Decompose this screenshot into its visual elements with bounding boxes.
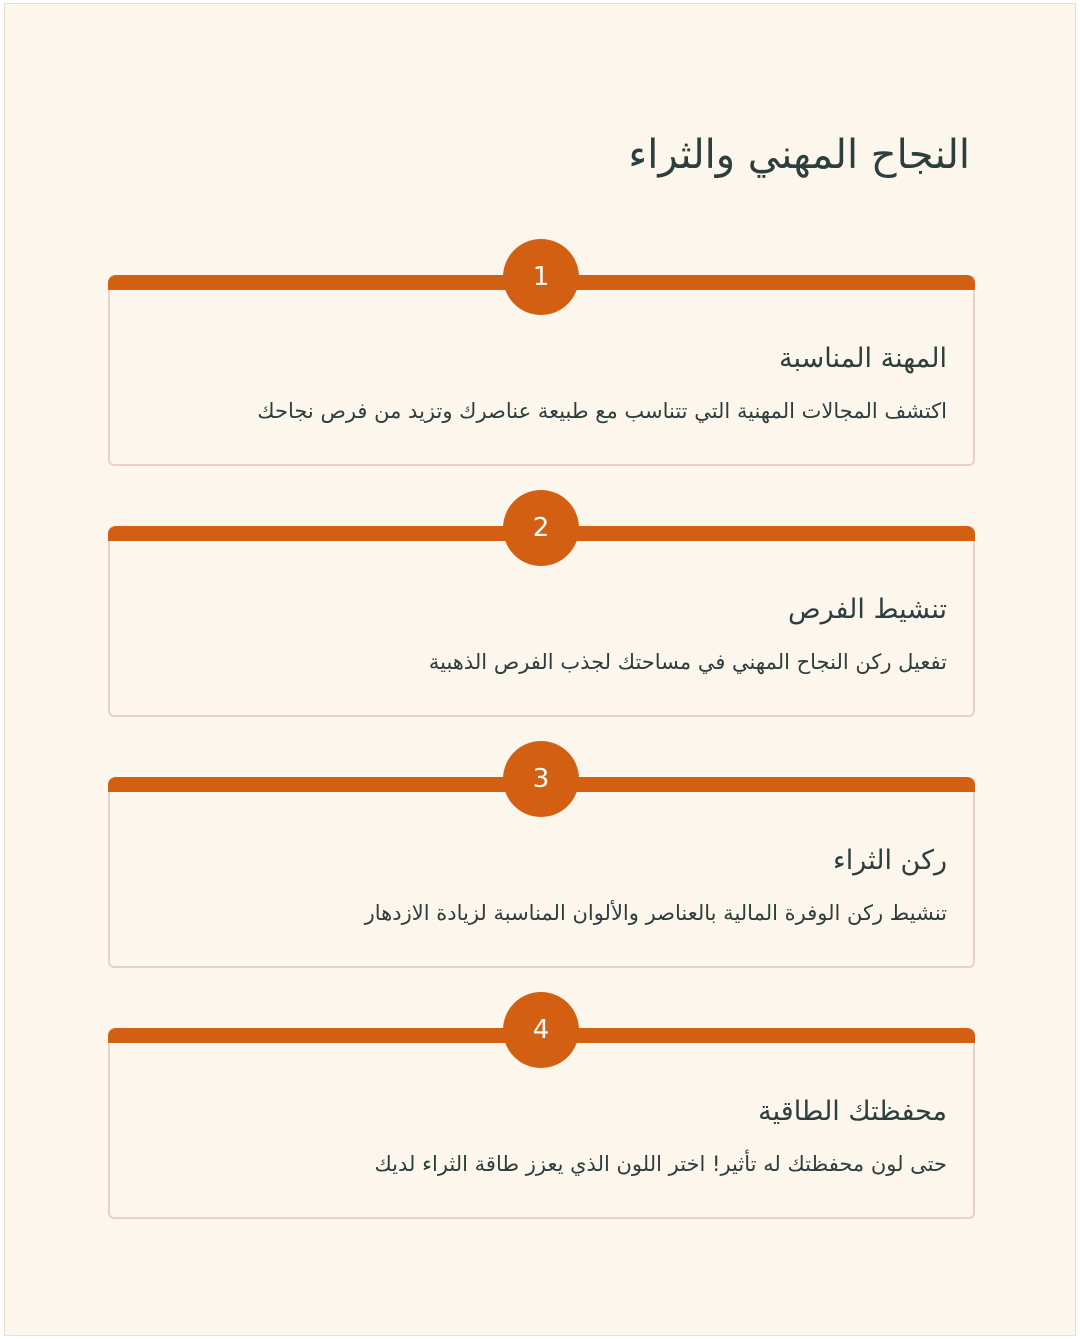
step-card-1: [108, 262, 975, 466]
step-number-badge: 4: [503, 992, 579, 1068]
step-number-badge: 3: [503, 741, 579, 817]
step-number-badge: 1: [503, 239, 579, 315]
step-title: ركن الثراء: [833, 845, 947, 876]
step-description: اكتشف المجالات المهنية التي تتناسب مع طبيعة عناصرك وتزيد من فرص نجاحك: [257, 399, 947, 423]
page: [4, 3, 1076, 1336]
step-description: تنشيط ركن الوفرة المالية بالعناصر والألوان المناسبة لزيادة الازدهار: [364, 901, 947, 925]
step-title: محفظتك الطاقية: [758, 1096, 947, 1127]
step-description: تفعيل ركن النجاح المهني في مساحتك لجذب الفرص الذهبية: [428, 650, 947, 674]
step-title: تنشيط الفرص: [787, 594, 947, 625]
step-title: المهنة المناسبة: [779, 343, 947, 374]
step-card-4: [108, 1015, 975, 1219]
page-title: النجاح المهني والثراء: [628, 132, 970, 178]
step-number-badge: 2: [503, 490, 579, 566]
step-card-2: [108, 513, 975, 717]
step-description: حتى لون محفظتك له تأثير! اختر اللون الذي يعزز طاقة الثراء لديك: [374, 1152, 947, 1176]
step-card-3: [108, 764, 975, 968]
